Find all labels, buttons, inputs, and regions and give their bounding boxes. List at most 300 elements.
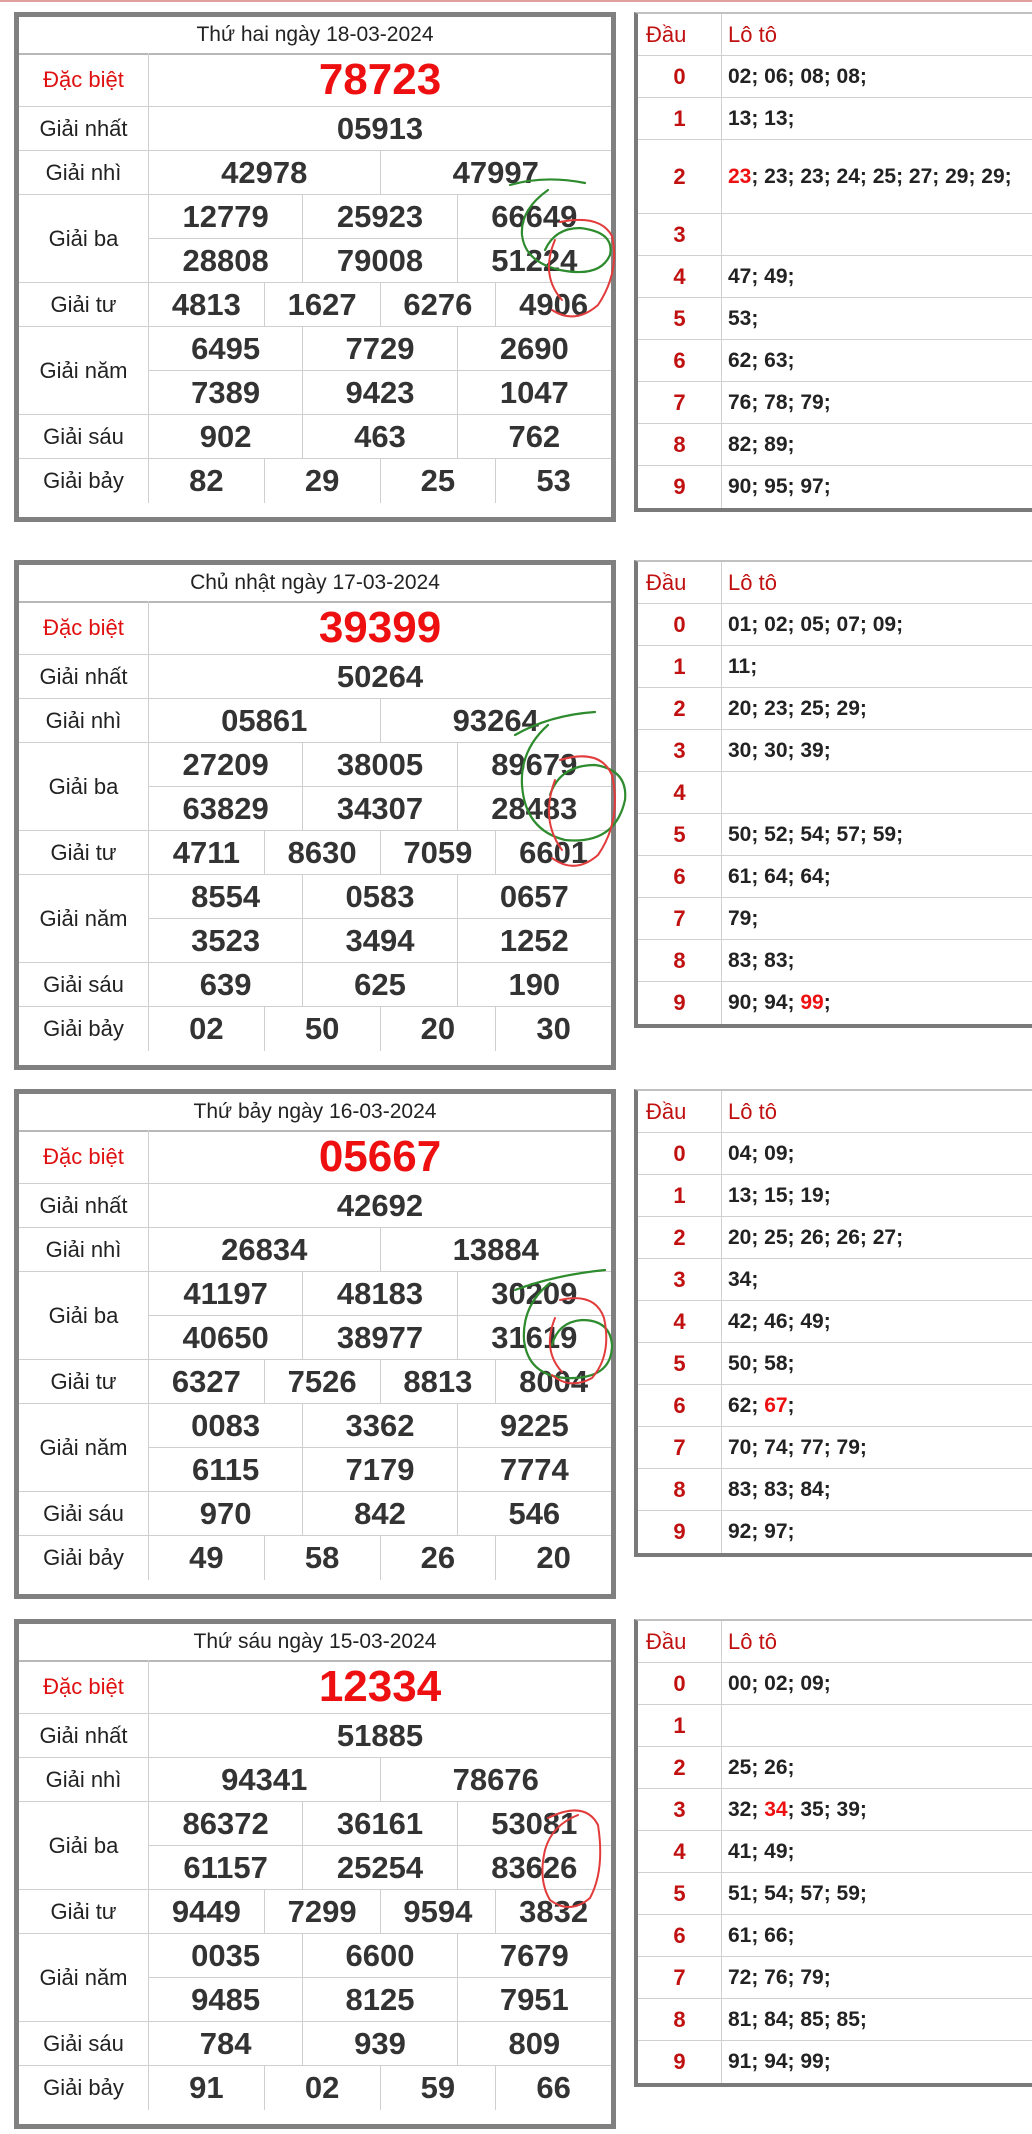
- loto-head-digit: 4: [638, 256, 722, 297]
- prize-sixth-row: [19, 963, 611, 1007]
- loto-table: [634, 1089, 1032, 1557]
- loto-pre: 02; 06; 08; 08;: [728, 64, 867, 88]
- loto-row: [638, 1217, 1032, 1259]
- loto-numbers: [722, 340, 1032, 381]
- prize-fifth-row: [19, 327, 611, 415]
- prize-number: 63829: [182, 790, 269, 826]
- loto-numbers-text: [728, 2046, 831, 2078]
- prize-number: 3362: [302, 1404, 456, 1447]
- prize-seventh-row: [19, 1007, 611, 1051]
- prize-line: [149, 1660, 611, 1713]
- loto-row: [638, 646, 1032, 688]
- prize-number: 13884: [380, 1228, 612, 1271]
- prize-number: 3494: [302, 919, 456, 962]
- loto-row: [638, 98, 1032, 140]
- loto-numbers-text: [728, 345, 795, 377]
- loto-pre: 53;: [728, 306, 759, 330]
- prize-line: [149, 699, 611, 742]
- loto-header: [638, 562, 1032, 604]
- loto-numbers: [722, 856, 1032, 897]
- loto-row: [638, 382, 1032, 424]
- prize-number: 53: [495, 459, 611, 503]
- loto-head-digit: 6: [638, 1385, 722, 1426]
- results-table: [14, 1089, 616, 1599]
- prize-label: Giải nhì: [19, 1228, 149, 1271]
- prize-fifth-row: [19, 1934, 611, 2022]
- prize-number: 6327: [171, 1363, 241, 1399]
- loto-numbers: [722, 1789, 1032, 1830]
- loto-head-digit: 1: [638, 1175, 722, 1216]
- loto-row: [638, 340, 1032, 382]
- loto-header-loto: Lô tô: [728, 569, 777, 595]
- prize-number: 0083: [191, 1407, 261, 1443]
- loto-head-digit: 7: [638, 1957, 722, 1998]
- prize-line: [149, 743, 611, 786]
- prize-number: 463: [302, 415, 456, 458]
- prize-number: 20: [495, 1536, 611, 1580]
- prize-number: 12779: [182, 198, 269, 234]
- loto-head-digit: 9: [638, 982, 722, 1024]
- prize-values: [149, 107, 611, 150]
- loto-row: [638, 2041, 1032, 2083]
- prize-line: [149, 238, 611, 282]
- loto-row: [638, 1957, 1032, 1999]
- loto-numbers-text: [728, 471, 831, 503]
- prize-line: [149, 601, 611, 654]
- prize-values: [149, 1660, 611, 1713]
- prize-number: 89679: [457, 743, 611, 786]
- prize-line: [149, 1228, 611, 1271]
- prize-label: Đặc biệt: [19, 1660, 149, 1713]
- prize-label: Giải nhì: [19, 1758, 149, 1801]
- prize-number: 93264: [380, 699, 612, 742]
- prize-line: [149, 786, 611, 830]
- prize-number: 83626: [457, 1846, 611, 1889]
- results-table: [14, 560, 616, 1070]
- prize-first-row: [19, 1714, 611, 1758]
- prize-number: 842: [302, 1492, 456, 1535]
- prize-number: 7679: [457, 1934, 611, 1977]
- loto-head-digit: 3: [638, 1259, 722, 1300]
- loto-row: [638, 424, 1032, 466]
- prize-values: [149, 699, 611, 742]
- prize-number: 8125: [302, 1978, 456, 2021]
- loto-pre: 50; 58;: [728, 1351, 795, 1375]
- prize-line: [149, 1272, 611, 1315]
- loto-head-digit: 9: [638, 2041, 722, 2083]
- prize-label: Giải ba: [19, 743, 149, 830]
- loto-numbers-text: [728, 261, 795, 293]
- loto-head-digit: 0: [638, 1663, 722, 1704]
- prize-third-row: [19, 743, 611, 831]
- loto-head-digit: 8: [638, 940, 722, 981]
- loto-numbers-text: [728, 303, 758, 335]
- prize-fifth-row: [19, 875, 611, 963]
- prize-number: 9449: [171, 1893, 241, 1929]
- prize-line: [149, 1007, 611, 1051]
- loto-head-digit: 4: [638, 772, 722, 813]
- loto-row: [638, 1469, 1032, 1511]
- prize-number: 26: [380, 1536, 496, 1580]
- prize-second-row: [19, 1228, 611, 1272]
- loto-row: [638, 1831, 1032, 1873]
- prize-values: [149, 1360, 611, 1403]
- prize-label: Giải sáu: [19, 1492, 149, 1535]
- loto-head-digit: 0: [638, 56, 722, 97]
- prize-number: 34307: [302, 787, 456, 830]
- prize-number: 78723: [318, 54, 442, 104]
- loto-numbers-text: [728, 1138, 795, 1170]
- prize-values: [149, 1184, 611, 1227]
- loto-row: [638, 814, 1032, 856]
- prize-first-row: [19, 655, 611, 699]
- loto-numbers-text: [728, 1306, 831, 1338]
- prize-number: 41197: [183, 1275, 268, 1311]
- prize-number: 2690: [457, 327, 611, 370]
- loto-row: [638, 140, 1032, 214]
- loto-pre: 92; 97;: [728, 1520, 795, 1543]
- loto-pre: 13; 13;: [728, 106, 795, 130]
- loto-numbers: [722, 730, 1032, 771]
- loto-pre: 76; 78; 79;: [728, 390, 831, 414]
- prize-values: [149, 1272, 611, 1359]
- loto-head-digit: 1: [638, 646, 722, 687]
- prize-number: 53081: [457, 1802, 611, 1845]
- loto-numbers-text: [728, 1264, 758, 1296]
- loto-numbers: [722, 940, 1032, 981]
- loto-head-digit: 7: [638, 1427, 722, 1468]
- loto-numbers: [722, 1385, 1032, 1426]
- loto-header-dau: Đầu: [638, 1621, 722, 1662]
- prize-number: 49: [189, 1540, 224, 1575]
- loto-numbers-text: [728, 2004, 867, 2036]
- loto-head-digit: 3: [638, 1789, 722, 1830]
- loto-post: ; 23; 23; 24; 25; 27; 29; 29;: [751, 164, 1012, 188]
- loto-head-digit: 9: [638, 1511, 722, 1553]
- prize-special-row: [19, 53, 611, 107]
- prize-line: [149, 1845, 611, 1889]
- loto-numbers-text: [728, 1920, 795, 1952]
- loto-numbers-text: [728, 1390, 795, 1422]
- prize-line: [149, 151, 611, 194]
- prize-number: 190: [457, 963, 611, 1006]
- loto-header: [638, 1091, 1032, 1133]
- prize-number: 1627: [264, 283, 380, 326]
- loto-numbers: [722, 604, 1032, 645]
- prize-number: 25923: [302, 195, 456, 238]
- loto-head-digit: 8: [638, 1999, 722, 2040]
- prize-number: 91: [189, 2070, 224, 2105]
- loto-table: [634, 1619, 1032, 2087]
- prize-line: [149, 1934, 611, 1977]
- loto-row: [638, 856, 1032, 898]
- prize-sixth-row: [19, 1492, 611, 1536]
- loto-numbers: [722, 214, 1032, 255]
- prize-line: [149, 283, 611, 326]
- prize-line: [149, 415, 611, 458]
- prize-line: [149, 963, 611, 1006]
- loto-numbers-text: [728, 1348, 795, 1380]
- prize-values: [149, 1404, 611, 1491]
- loto-numbers: [722, 98, 1032, 139]
- loto-numbers: [722, 982, 1032, 1024]
- prize-number: 6495: [191, 330, 261, 366]
- prize-label: Giải nhì: [19, 151, 149, 194]
- loto-head-digit: 1: [638, 98, 722, 139]
- loto-row: [638, 1259, 1032, 1301]
- loto-head-digit: 6: [638, 340, 722, 381]
- prize-number: 6601: [495, 831, 611, 874]
- loto-numbers: [722, 1999, 1032, 2040]
- loto-table: [634, 12, 1032, 512]
- prize-label: Giải bảy: [19, 1536, 149, 1580]
- prize-number: 4711: [172, 834, 240, 870]
- loto-pre: 41; 49;: [728, 1839, 795, 1863]
- loto-numbers: [722, 382, 1032, 423]
- prize-fourth-row: [19, 1360, 611, 1404]
- loto-numbers: [722, 1343, 1032, 1384]
- prize-number: 47997: [380, 151, 612, 194]
- prize-line: [149, 459, 611, 503]
- loto-header-loto: Lô tô: [728, 1628, 777, 1654]
- prize-values: [149, 601, 611, 654]
- loto-head-digit: 2: [638, 1747, 722, 1788]
- prize-line: [149, 1977, 611, 2021]
- loto-pre: 34;: [728, 1267, 759, 1291]
- results-table: [14, 12, 616, 522]
- loto-numbers-text: [728, 1516, 795, 1548]
- prize-values: [149, 2066, 611, 2110]
- loto-row: [638, 1175, 1032, 1217]
- loto-pre: 00; 02; 09;: [728, 1671, 831, 1695]
- prize-number: 39399: [318, 602, 442, 652]
- prize-number: 31619: [457, 1316, 611, 1359]
- prize-number: 4906: [495, 283, 611, 326]
- prize-line: [149, 1890, 611, 1933]
- prize-number: 0583: [302, 875, 456, 918]
- loto-numbers: [722, 466, 1032, 508]
- prize-line: [149, 107, 611, 150]
- loto-numbers-text: [728, 1222, 903, 1254]
- prize-number: 9423: [302, 371, 456, 414]
- loto-pre: 90; 94;: [728, 991, 801, 1014]
- prize-number: 28808: [182, 242, 269, 278]
- prize-number: 25: [380, 459, 496, 503]
- loto-head-digit: 9: [638, 466, 722, 508]
- prize-number: 0657: [457, 875, 611, 918]
- prize-number: 02: [189, 1011, 224, 1046]
- loto-numbers-text: [728, 609, 903, 641]
- loto-post: ;: [823, 991, 831, 1014]
- loto-pre: 32;: [728, 1797, 765, 1821]
- draw-date-title: Thứ hai ngày 18-03-2024: [19, 17, 611, 55]
- loto-numbers: [722, 1217, 1032, 1258]
- loto-header: [638, 1621, 1032, 1663]
- prize-label: Giải ba: [19, 1802, 149, 1889]
- loto-pre: 90; 95; 97;: [728, 475, 831, 498]
- loto-header-loto: Lô tô: [728, 21, 777, 47]
- prize-seventh-row: [19, 2066, 611, 2110]
- prize-first-row: [19, 1184, 611, 1228]
- prize-line: [149, 53, 611, 106]
- prize-second-row: [19, 151, 611, 195]
- loto-pre: 20; 23; 25; 29;: [728, 696, 867, 720]
- prize-number: 7729: [302, 327, 456, 370]
- prize-number: 51885: [336, 1717, 424, 1753]
- prize-number: 4813: [171, 286, 241, 322]
- prize-second-row: [19, 699, 611, 743]
- loto-numbers: [722, 1747, 1032, 1788]
- prize-label: Giải tư: [19, 283, 149, 326]
- prize-label: Giải sáu: [19, 415, 149, 458]
- prize-values: [149, 963, 611, 1006]
- loto-row: [638, 604, 1032, 646]
- prize-number: 7179: [302, 1448, 456, 1491]
- loto-highlight: 67: [764, 1393, 788, 1417]
- loto-header-dau: Đầu: [638, 1091, 722, 1132]
- prize-number: 8630: [264, 831, 380, 874]
- loto-numbers: [722, 1511, 1032, 1553]
- loto-pre: 30; 30; 39;: [728, 738, 831, 762]
- prize-line: [149, 1130, 611, 1183]
- loto-numbers: [722, 2041, 1032, 2083]
- loto-pre: 11;: [728, 654, 758, 678]
- loto-row: [638, 730, 1032, 772]
- prize-number: 8004: [495, 1360, 611, 1403]
- prize-number: 939: [302, 2022, 456, 2065]
- loto-row: [638, 256, 1032, 298]
- prize-number: 59: [380, 2066, 496, 2110]
- loto-head-digit: 7: [638, 382, 722, 423]
- prize-values: [149, 1536, 611, 1580]
- loto-header: [638, 14, 1032, 56]
- loto-numbers: [722, 1957, 1032, 1998]
- loto-numbers-text: [728, 1668, 831, 1700]
- loto-numbers: [722, 256, 1032, 297]
- prize-seventh-row: [19, 459, 611, 503]
- loto-head-digit: 2: [638, 140, 722, 213]
- loto-numbers: [722, 1301, 1032, 1342]
- draw-date-title: Thứ bảy ngày 16-03-2024: [19, 1094, 611, 1132]
- prize-number: 61157: [183, 1849, 268, 1885]
- prize-third-row: [19, 1802, 611, 1890]
- prize-values: [149, 459, 611, 503]
- loto-pre: 61; 66;: [728, 1923, 795, 1947]
- prize-fourth-row: [19, 1890, 611, 1934]
- prize-number: 82: [189, 463, 224, 498]
- loto-numbers: [722, 298, 1032, 339]
- prize-fifth-row: [19, 1404, 611, 1492]
- prize-number: 1252: [457, 919, 611, 962]
- loto-numbers-text: [728, 429, 795, 461]
- prize-values: [149, 53, 611, 106]
- prize-number: 9225: [457, 1404, 611, 1447]
- loto-pre: 01; 02; 05; 07; 09;: [728, 612, 904, 636]
- loto-pre: 70; 74; 77; 79;: [728, 1435, 867, 1459]
- prize-number: 27209: [182, 746, 269, 782]
- prize-number: 38005: [302, 743, 456, 786]
- loto-numbers-text: [728, 161, 1012, 193]
- prize-number: 7059: [380, 831, 496, 874]
- prize-number: 12334: [318, 1661, 442, 1711]
- loto-pre: 20; 25; 26; 26; 27;: [728, 1225, 904, 1249]
- loto-numbers: [722, 814, 1032, 855]
- loto-row: [638, 1705, 1032, 1747]
- prize-label: Giải năm: [19, 327, 149, 414]
- loto-row: [638, 1385, 1032, 1427]
- loto-post: ; 35; 39;: [787, 1797, 867, 1821]
- prize-number: 7526: [264, 1360, 380, 1403]
- loto-highlight: 34: [764, 1797, 788, 1821]
- loto-numbers: [722, 1469, 1032, 1510]
- loto-numbers-text: [728, 1836, 795, 1868]
- loto-numbers: [722, 140, 1032, 213]
- loto-row: [638, 214, 1032, 256]
- prize-label: Giải sáu: [19, 2022, 149, 2065]
- loto-numbers-text: [728, 651, 757, 683]
- loto-pre: 51; 54; 57; 59;: [728, 1881, 867, 1905]
- loto-pre: 81; 84; 85; 85;: [728, 2007, 867, 2031]
- prize-sixth-row: [19, 2022, 611, 2066]
- loto-numbers-text: [728, 945, 795, 977]
- prize-line: [149, 1360, 611, 1403]
- prize-values: [149, 151, 611, 194]
- prize-number: 3832: [495, 1890, 611, 1933]
- loto-numbers: [722, 898, 1032, 939]
- loto-row: [638, 1873, 1032, 1915]
- loto-head-digit: 2: [638, 1217, 722, 1258]
- loto-pre: 42; 46; 49;: [728, 1309, 831, 1333]
- prize-label: Giải tư: [19, 1360, 149, 1403]
- prize-fourth-row: [19, 831, 611, 875]
- loto-row: [638, 772, 1032, 814]
- prize-second-row: [19, 1758, 611, 1802]
- loto-numbers-text: [728, 1962, 831, 1994]
- prize-seventh-row: [19, 1536, 611, 1580]
- prize-number: 7299: [264, 1890, 380, 1933]
- loto-numbers-text: [728, 987, 831, 1019]
- prize-line: [149, 918, 611, 962]
- prize-label: Giải năm: [19, 875, 149, 962]
- loto-numbers-text: [728, 861, 831, 893]
- loto-head-digit: 0: [638, 1133, 722, 1174]
- loto-numbers-text: [728, 693, 867, 725]
- loto-numbers: [722, 688, 1032, 729]
- loto-pre: 72; 76; 79;: [728, 1965, 831, 1989]
- loto-numbers: [722, 1915, 1032, 1956]
- prize-line: [149, 1714, 611, 1757]
- prize-line: [149, 1404, 611, 1447]
- prize-values: [149, 283, 611, 326]
- loto-numbers: [722, 424, 1032, 465]
- top-divider: [0, 0, 1032, 2]
- loto-numbers: [722, 1873, 1032, 1914]
- loto-row: [638, 1133, 1032, 1175]
- prize-number: 970: [199, 1495, 252, 1531]
- loto-head-digit: 7: [638, 898, 722, 939]
- prize-values: [149, 1802, 611, 1889]
- prize-first-row: [19, 107, 611, 151]
- prize-values: [149, 1890, 611, 1933]
- prize-values: [149, 415, 611, 458]
- loto-row: [638, 898, 1032, 940]
- prize-values: [149, 327, 611, 414]
- loto-row: [638, 940, 1032, 982]
- prize-number: 6115: [192, 1451, 260, 1487]
- prize-label: Giải nhất: [19, 655, 149, 698]
- prize-label: Giải bảy: [19, 1007, 149, 1051]
- prize-number: 7951: [457, 1978, 611, 2021]
